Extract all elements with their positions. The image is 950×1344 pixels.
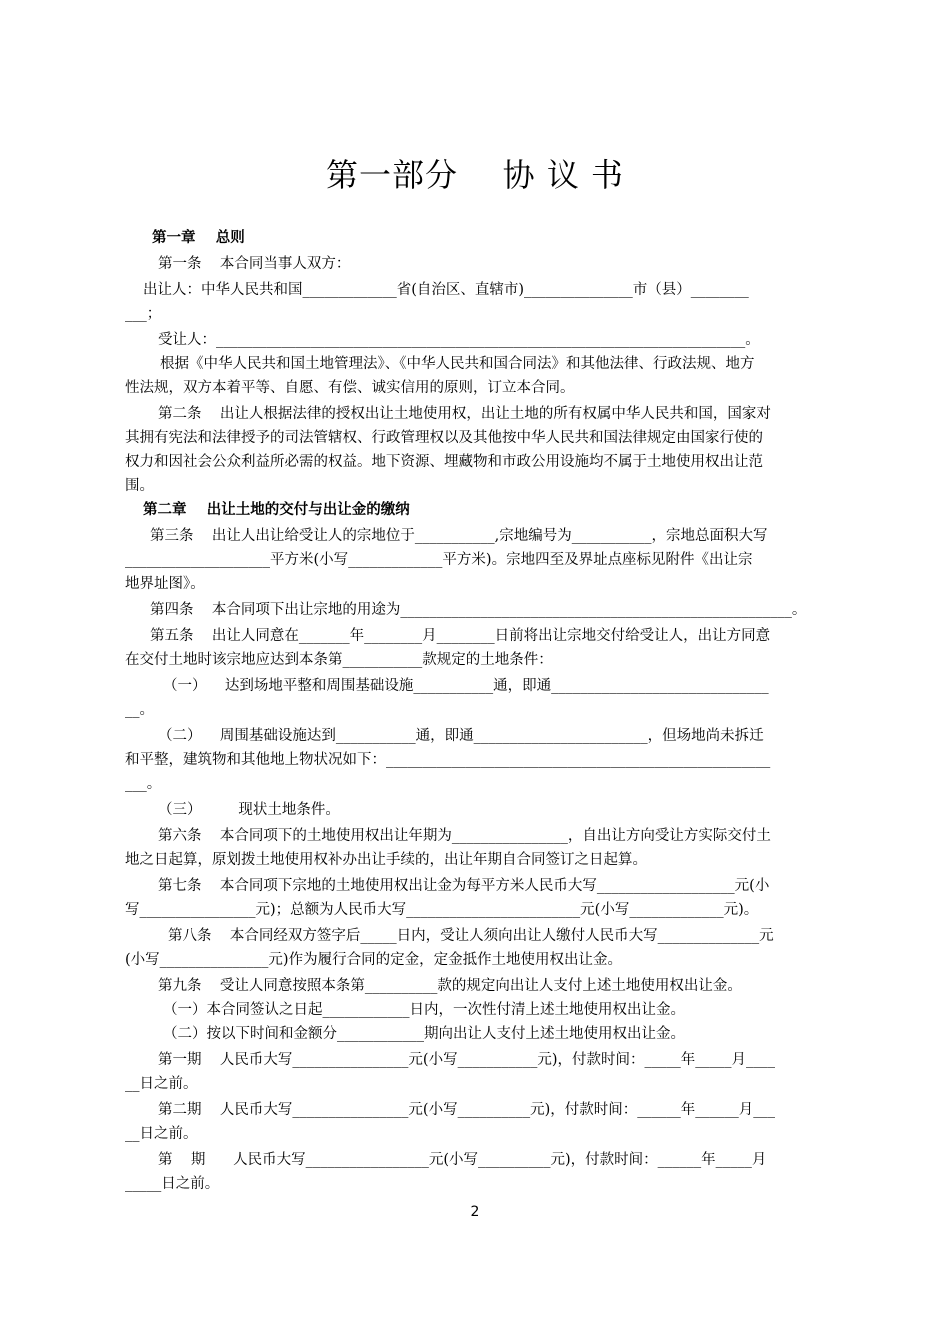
text-line: 性法规，双方本着平等、自愿、有偿、诚实信用的原则，订立本合同。 xyxy=(125,380,575,396)
text-line: 权力和因社会公众利益所必需的权益。地下资源、埋藏物和市政公用设施均不属于土地使用权出让范 xyxy=(125,454,763,470)
text-line: 受让人：_________________________________________________________________________。 xyxy=(158,332,760,348)
text-line: 第八条 本合同经双方签字后_____日内，受让人须向出让人缴付人民币大写______________元 xyxy=(168,928,774,944)
text-line: 第一条 本合同当事人双方： xyxy=(158,256,351,272)
text-line: 第二条 出让人根据法律的授权出让土地使用权，出让土地的所有权属中华人民共和国，国家对 xyxy=(158,406,771,422)
text-line: _____日之前。 xyxy=(125,1176,220,1192)
text-line: （一） 达到场地平整和周围基础设施___________通，即通______________________________ xyxy=(163,678,769,694)
text-line: 出让人：中华人民共和国_____________省(自治区、直辖市)_______________市（县）________ xyxy=(143,282,749,298)
text-line: 在交付土地时该宗地应达到本条第___________款规定的土地条件： xyxy=(125,652,553,668)
text-line: 第六条 本合同项下的土地使用权出让年期为________________，自出让方向受让方实际交付土 xyxy=(158,828,771,844)
text-line: 第二期 人民币大写________________元(小写__________元)，付款时间：______年______月___ xyxy=(158,1102,775,1118)
text-line: __日之前。 xyxy=(125,1076,198,1092)
text-line: 其拥有宪法和法律授予的司法管辖权、行政管理权以及其他按中华人民共和国法律规定由国家行使的 xyxy=(125,430,763,446)
text-line: ____________________平方米(小写_____________平方米)。宗地四至及界址点座标见附件《出让宗 xyxy=(125,552,753,568)
text-line: 第四条 本合同项下出让宗地的用途为______________________________________________________。 xyxy=(150,602,807,618)
text-line: 第七条 本合同项下宗地的土地使用权出让金为每平方米人民币大写___________________元(小 xyxy=(158,878,770,894)
text-line: (小写_______________元)作为履行合同的定金，定金抵作土地使用权出让金。 xyxy=(125,952,623,968)
text-line: 围。 xyxy=(125,478,154,494)
text-line: __日之前。 xyxy=(125,1126,198,1142)
text-line: （三） 现状土地条件。 xyxy=(158,802,340,818)
chapter-heading: 第二章 出让土地的交付与出让金的缴纳 xyxy=(143,502,410,518)
text-line: 和平整，建筑物和其他地上物状况如下：_____________________________________________________ xyxy=(125,752,771,768)
text-line: 第九条 受让人同意按照本条第__________款的规定向出让人支付上述土地使用权出让金。 xyxy=(158,978,742,994)
text-line: （二） 周围基础设施达到___________通，即通________________________，但场地尚未拆迁 xyxy=(158,728,764,744)
text-line: 第三条 出让人出让给受让人的宗地位于___________,宗地编号为___________，宗地总面积大写 xyxy=(150,528,768,544)
text-line: 根据《中华人民共和国土地管理法》、《中华人民共和国合同法》和其他法律、行政法规、地方 xyxy=(160,356,755,372)
text-line: __。 xyxy=(125,702,154,718)
text-line: （一）本合同签认之日起____________日内，一次性付清上述土地使用权出让金。 xyxy=(163,1002,685,1018)
page-number: 2 xyxy=(470,1204,480,1220)
text-line: （二）按以下时间和金额分____________期向出让人支付上述土地使用权出让金。 xyxy=(163,1026,685,1042)
text-line: 第五条 出让人同意在_______年________月________日前将出让宗地交付给受让人，出让方同意 xyxy=(150,628,771,644)
text-line: 第 期 人民币大写_________________元(小写__________元)，付款时间：______年_____月 xyxy=(158,1152,767,1168)
text-line: 地界址图》。 xyxy=(125,576,205,592)
text-line: ___。 xyxy=(125,776,162,792)
text-line: ___； xyxy=(125,306,162,322)
text-line: 地之日起算，原划拨土地使用权补办出让手续的，出让年期自合同签订之日起算。 xyxy=(125,852,647,868)
chapter-heading: 第一章 总则 xyxy=(152,230,245,246)
text-line: 第一期 人民币大写________________元(小写___________元)，付款时间：_____年_____月____ xyxy=(158,1052,775,1068)
page-title: 第一部分 协 议 书 xyxy=(325,156,625,194)
text-line: 写________________元)；总额为人民币大写________________________元(小写_____________元)。 xyxy=(125,902,759,918)
